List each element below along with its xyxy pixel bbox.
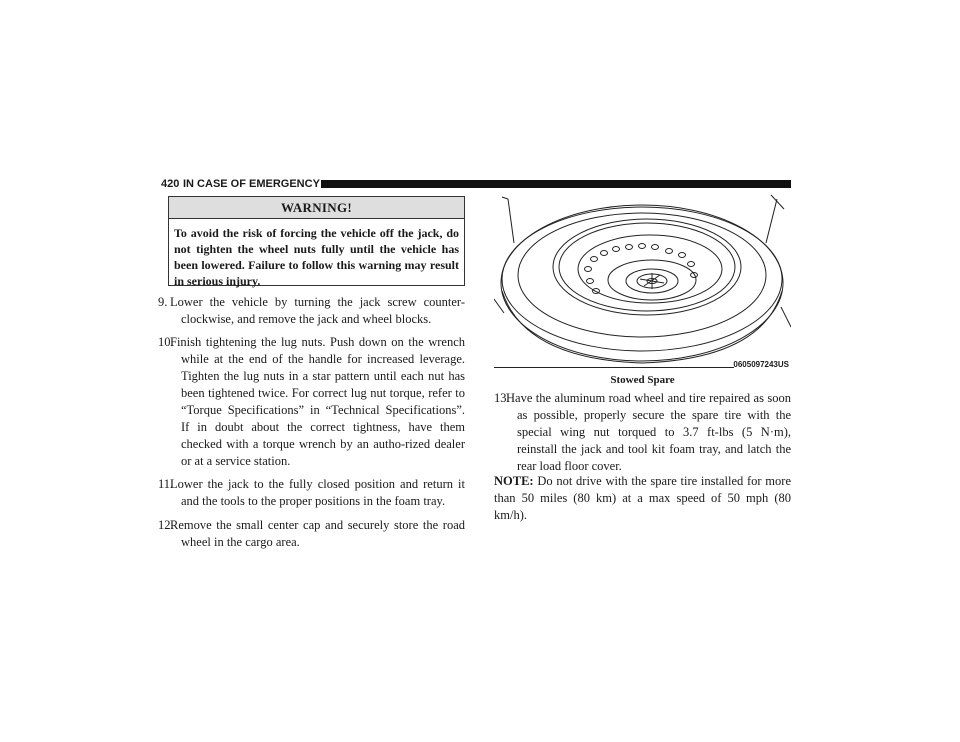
step-number: 9.	[158, 295, 168, 309]
step-11	[158, 476, 465, 510]
figure-code: 0605097243US	[733, 360, 789, 369]
step-text: Remove the small center cap and securely store the road wheel in the cargo area.	[170, 518, 465, 549]
spare-tire-illustration-icon	[494, 191, 791, 372]
step-12	[158, 517, 465, 551]
header-rule	[321, 180, 791, 188]
step-text: Have the aluminum road wheel and tire repaired as soon as possible, properly secure the spare tire with the special wing nut torqued to 3.7 ft-lbs (5 N·m), reinstall the jack and tool kit foam tray, and latch the rear load floor cover.	[506, 391, 791, 473]
step-text: Finish tightening the lug nuts. Push down on the wrench while at the end of the handle for increased leverage. Tighten the lug nuts in a star pattern until each nut has been tightened twice. For correct lug nut torque, refer to “Torque Specifications” in “Technical Specifications”. If in doubt about the correct tightness, have them checked with a torque wrench by an autho-rized dealer or at a service station.	[170, 335, 465, 468]
warning-text: To avoid the risk of forcing the vehicle off the jack, do not tighten the wheel nuts fully until the vehicle has been lowered. Failure to follow this warning may result in serious injury.	[174, 226, 459, 288]
page-number: 420	[161, 178, 180, 190]
step-number: 12.	[158, 518, 174, 532]
section-title: IN CASE OF EMERGENCY	[183, 178, 320, 190]
warning-box	[168, 196, 465, 286]
warning-title: WARNING!	[169, 197, 464, 219]
step-9	[158, 294, 465, 328]
stowed-spare-figure	[494, 191, 791, 372]
step-10	[158, 334, 465, 470]
step-number: 13.	[494, 391, 510, 405]
step-text: Lower the jack to the fully closed position and return it and the tools to the proper positions in the foam tray.	[170, 477, 465, 508]
figure-caption: Stowed Spare	[610, 374, 675, 386]
step-number: 11.	[158, 477, 174, 491]
note-label: NOTE:	[494, 474, 534, 488]
note-paragraph	[494, 473, 791, 524]
step-text: Lower the vehicle by turning the jack screw counter-clockwise, and remove the jack and wheel blocks.	[170, 295, 465, 326]
page-header	[161, 177, 791, 191]
step-number: 10.	[158, 335, 174, 349]
note-text: Do not drive with the spare tire installed for more than 50 miles (80 km) at a max speed of 50 mph (80 km/h).	[494, 474, 791, 522]
step-13	[494, 390, 791, 475]
